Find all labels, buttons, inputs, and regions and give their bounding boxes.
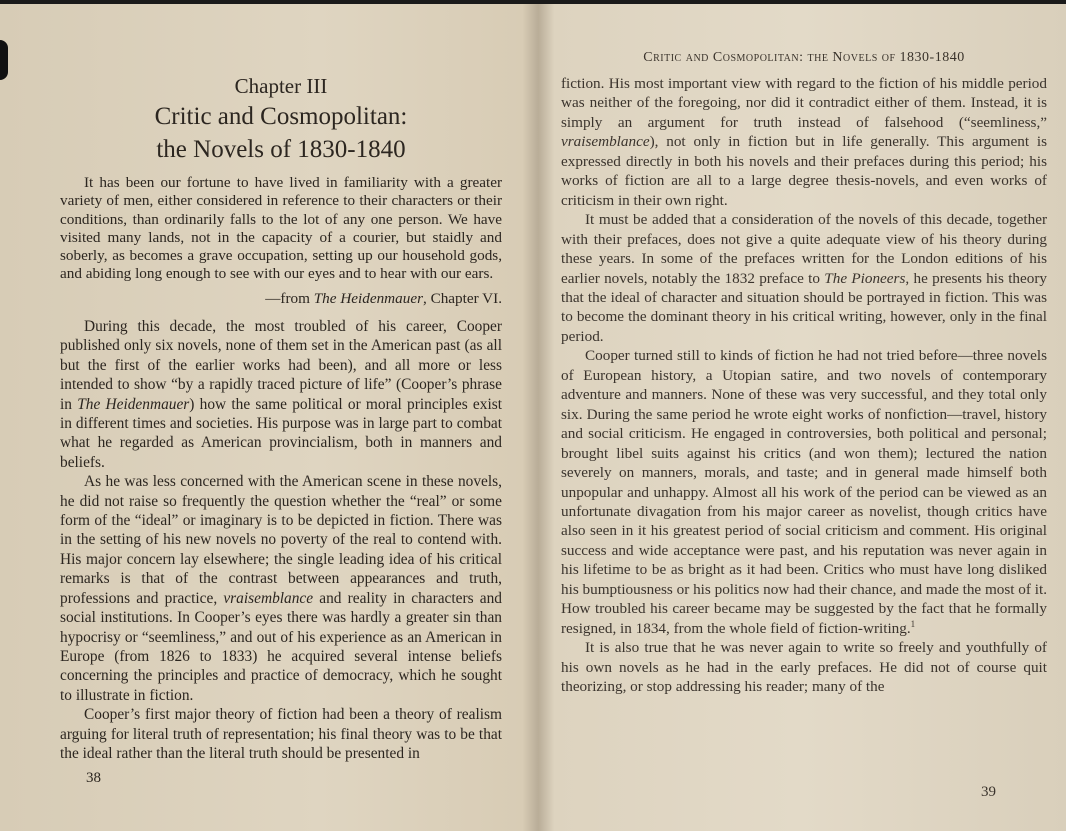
right-p2-text-a: It must be added that a consideration of the novels of this decade, together with their prefaces, does not give a quite adequate view of his theory during these years. In some of the prefaces written for the London editions of his earlier novels, notably the 1832 preface to bbox=[561, 211, 1047, 287]
page-number-left: 38 bbox=[86, 770, 101, 786]
right-page bbox=[533, 0, 1066, 831]
left-p1-italic: The Heidenmauer bbox=[77, 395, 190, 413]
right-paragraph-1 bbox=[561, 74, 1047, 210]
right-p1-italic: vraisemblance bbox=[561, 133, 650, 151]
epigraph bbox=[60, 174, 502, 284]
right-p3-text: Cooper turned still to kinds of fiction he had not tried before—three novels of European history, a Utopian satire, and two novels of contemporary adventure and manners. None of these was very successful, and they total only six. During the same period he wrote eight works of nonfiction—travel, history and social criticism. He engaged in controversies, both political and personal; brought libel suits against his critics (and won them); lectured the nation severely on manners, morals, and taste; and in general made himself both unpopular and unhappy. Almost all his work of the period can be viewed as an unfortunate divagation from his major career as novelist, though critics have also seen in it his greatest period of social criticism and comment. His original success and wide acceptance were past, and his reputation was never again in his lifetime to be as bright as it had been. Critics who must have long disliked his bumptiousness or his politics now had their chance, and made the most of it. How troubled his career became may be suggested by the fact that he formally resigned, in 1834, from the whole field of fiction-writing. bbox=[561, 347, 1047, 637]
right-paragraph-3 bbox=[561, 346, 1047, 638]
epigraph-text: It has been our fortune to have lived in familiarity with a greater variety of men, either considered in reference to their characters or their conditions, than ordinarily falls to the lot of any one person. We have visited many lands, not in the capacity of a courier, but staidly and soberly, as becomes a grave occupation, setting up our household gods, and abiding long enough to see with our eyes and to hear with our ears. bbox=[60, 174, 502, 283]
footnote-marker: 1 bbox=[910, 618, 916, 629]
left-p1-text-b: ) how the same political or moral principles exist in different times and societies. His purpose was in large part to combat what he regarded as American provincialism, both in manners and beliefs. bbox=[60, 395, 503, 471]
right-p2-text-b: , he presents his theory that the ideal of character and situation should be portrayed in fiction. This was to become the dominant theory in his critical writing, however, only in the final period. bbox=[561, 269, 1047, 345]
epigraph-source bbox=[60, 290, 502, 308]
left-paragraph-2 bbox=[60, 472, 502, 705]
epigraph-source-prefix: —from bbox=[265, 290, 314, 307]
left-p2-text-b: and reality in characters and social institutions. In Cooper’s eyes there was hardly a greater sin than hypocrisy or “seemliness,” and out of his experience as an American in Europe (from 1826 to 1833) he acquired several intense beliefs concerning the principles and practice of democracy, which he sought to illustrate in fiction. bbox=[60, 589, 502, 704]
chapter-heading bbox=[60, 72, 502, 166]
left-body-text bbox=[60, 317, 502, 763]
left-p2-italic: vraisemblance bbox=[223, 589, 314, 607]
right-p2-italic: The Pioneers bbox=[824, 269, 906, 287]
epigraph-source-title: The Heidenmauer bbox=[313, 290, 423, 307]
chapter-title-line2: the Novels of 1830-1840 bbox=[156, 136, 406, 163]
left-paragraph-1 bbox=[60, 317, 502, 472]
right-paragraph-2 bbox=[561, 210, 1047, 346]
chapter-number: Chapter III bbox=[234, 74, 328, 98]
page-number-right: 39 bbox=[981, 784, 996, 800]
chapter-title-line1: Critic and Cosmopolitan: bbox=[154, 103, 408, 130]
left-p2-text-a: As he was less concerned with the American scene in these novels, he did not raise so frequently the question whether the “real” or some form of the “ideal” or imaginary is to be depicted in fiction. There was in the setting of his new novels no poverty of the real to contend with. His major concern lay elsewhere; the single leading idea of his critical remarks is that of the contrast between appearances and truth, professions and practice, bbox=[60, 473, 502, 607]
right-body-text bbox=[561, 74, 1047, 697]
right-p1-text-a: fiction. His most important view with regard to the fiction of his middle period was neither of the foregoing, nor did it contradict either of them. Instead, it is simply an argument for truth instead of falsehood (“seemliness,” bbox=[561, 75, 1047, 131]
left-p1-text-a: During this decade, the most troubled of his career, Cooper published only six novels, none of them set in the American past (as all but the first of the earlier works had been), and all more or less intended to show “by a rapidly traced picture of life” (Cooper’s phrase in bbox=[60, 318, 502, 413]
right-p1-text-b: ), not only in fiction but in life generally. This argument is expressed directly in both his novels and their prefaces during this period; his works of fiction are all to a large degree thesis-novels, and even works of criticism in their own right. bbox=[561, 133, 1047, 209]
epigraph-source-suffix: , Chapter VI. bbox=[422, 290, 502, 307]
right-paragraph-4: It is also true that he was never again to write so freely and youthfully of his own novels as he had in the early prefaces. He did not of course quit theorizing, or stop addressing his reader; many of the bbox=[561, 639, 1047, 696]
running-head: Critic and Cosmopolitan: the Novels of 1830-1840 bbox=[643, 50, 965, 65]
left-paragraph-3: Cooper’s first major theory of fiction had been a theory of realism arguing for literal truth of representation; his final theory was to be that the ideal rather than the literal truth should be presented in bbox=[60, 706, 502, 762]
